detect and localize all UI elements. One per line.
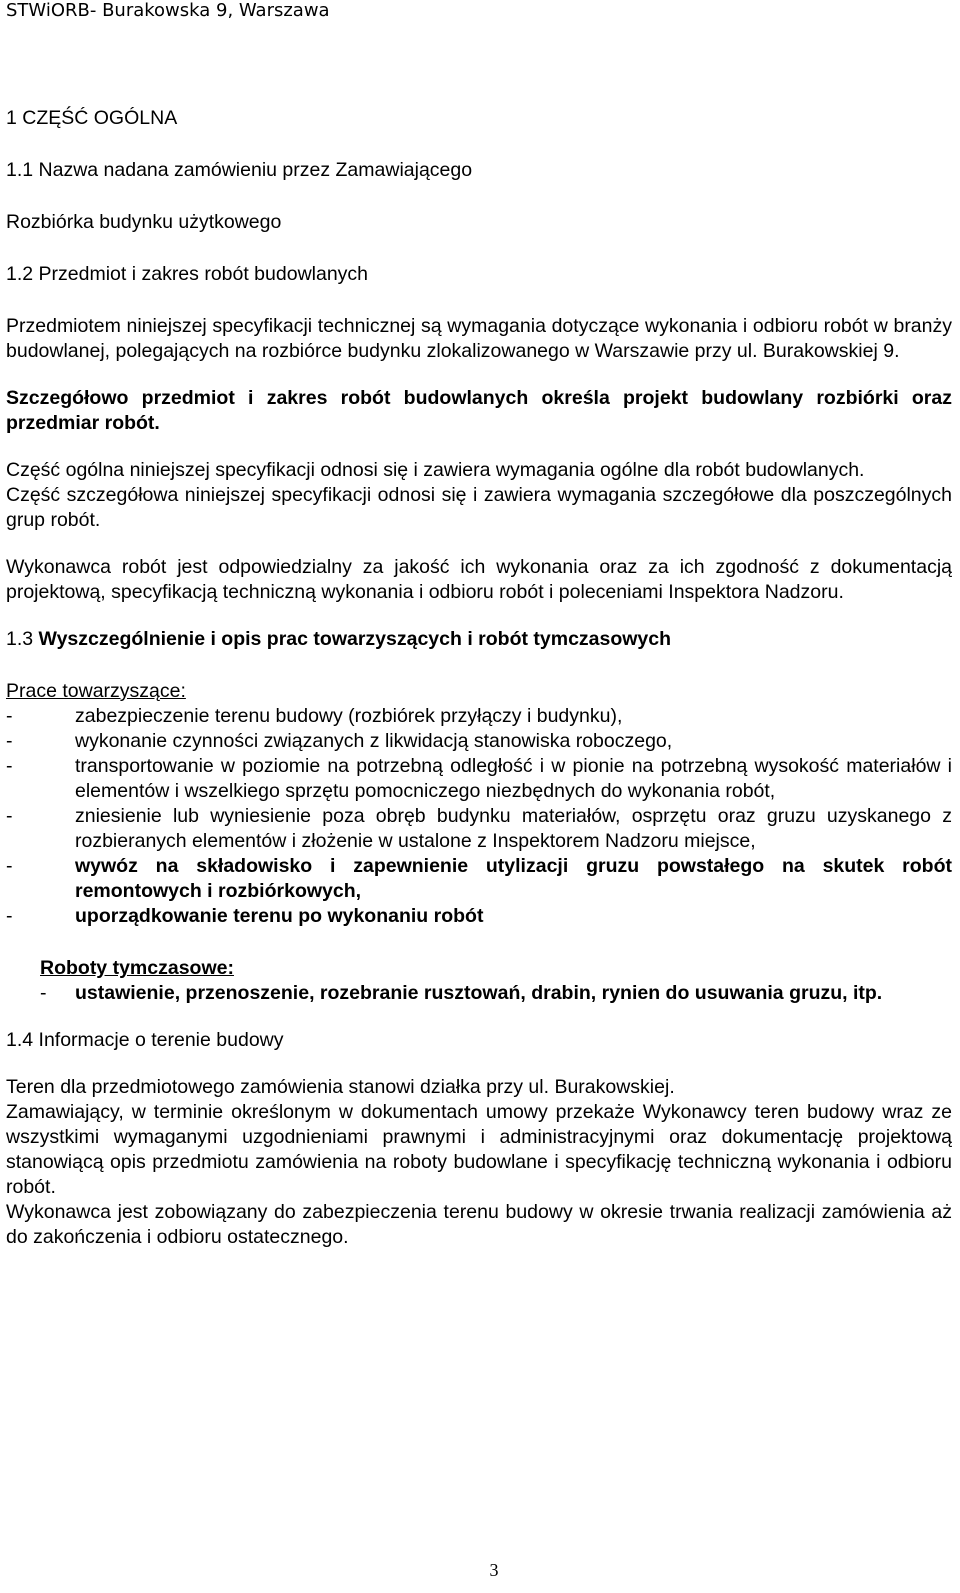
section-1-4-title: 1.4 Informacje o terenie budowy xyxy=(6,1029,284,1051)
list-item: - ustawienie, przenoszenie, rozebranie rusztowań, drabin, rynien do usuwania gruzu, itp. xyxy=(40,982,883,1004)
dash-bullet: - xyxy=(6,855,13,877)
prace-towarzyszace-heading: Prace towarzyszące: xyxy=(6,680,186,702)
roboty-tymczasowe-list xyxy=(6,981,952,1006)
section-1-4-paragraph-3: Wykonawca jest zobowiązany do zabezpieczenia terenu budowy w okresie trwania realizacji zamówienia aż do zakończenia i odbioru ostatecznego. xyxy=(6,1201,952,1248)
dash-bullet: - xyxy=(6,905,13,927)
list-item: - uporządkowanie terenu po wykonaniu robót xyxy=(6,905,484,927)
dash-bullet: - xyxy=(6,730,13,752)
section-1-2-paragraph-2: Szczegółowo przedmiot i zakres robót budowlanych określa projekt budowlany rozbiórki oraz przedmiar robót. xyxy=(6,387,952,434)
section-1-3-title-text: 1.3 Wyszczególnienie i opis prac towarzyszących i robót tymczasowych xyxy=(6,628,672,650)
section-1-2-paragraph-4: Część szczegółowa niniejszej specyfikacji odnosi się i zawiera wymagania szczegółowe dla poszczególnych grup robót. xyxy=(6,484,952,531)
section-1-2-paragraph-3: Część ogólna niniejszej specyfikacji odnosi się i zawiera wymagania ogólne dla robót budowlanych. xyxy=(6,459,865,481)
section-1-4-paragraph-2: Zamawiający, w terminie określonym w dokumentach umowy przekaże Wykonawcy teren budowy wraz ze wszystkimi wymaganymi uzgodnieniami prawnymi i administracyjnymi oraz dokumentację projektową stanowiącą opis przedmiotu zamówienia na roboty budowlane i specyfikację techniczną wykonania i odbioru robót. xyxy=(6,1101,952,1198)
section-1-4-paragraph-1: Teren dla przedmiotowego zamówienia stanowi działka przy ul. Burakowskiej. xyxy=(6,1076,675,1098)
document-body xyxy=(6,106,952,1250)
dash-bullet: - xyxy=(6,705,13,727)
section-1-1-text: Rozbiórka budynku użytkowego xyxy=(6,211,282,233)
list-item: - zniesienie lub wyniesienie poza obręb budynku materiałów, osprzętu oraz gruzu uzyskanego z rozbieranych elementów i złożenie w ustalone z Inspektorem Nadzoru miejsce, xyxy=(6,805,952,852)
dash-bullet: - xyxy=(6,755,13,777)
dash-bullet: - xyxy=(6,805,13,827)
section-1-2-paragraph-5: Wykonawca robót jest odpowiedzialny za jakość ich wykonania oraz za ich zgodność z dokumentacją projektową, specyfikacją techniczną wykonania i odbioru robót i poleceniami Inspektora Nadzoru. xyxy=(6,556,952,603)
prace-towarzyszace-list xyxy=(6,704,952,929)
section-1-title: 1 CZĘŚĆ OGÓLNA xyxy=(6,107,178,129)
list-item: - transportowanie w poziomie na potrzebną odległość i w pionie na potrzebną wysokość materiałów i elementów i wszelkiego sprzętu pomocniczego niezbędnych do wykonania robót, xyxy=(6,755,952,802)
list-item: - zabezpieczenie terenu budowy (rozbiórek przyłączy i budynku), xyxy=(6,705,623,727)
running-header: STWiORB- Burakowska 9, Warszawa xyxy=(6,0,330,21)
section-1-2-paragraph-1: Przedmiotem niniejszej specyfikacji technicznej są wymagania dotyczące wykonania i odbioru robót w branży budowlanej, polegających na rozbiórce budynku zlokalizowanego w Warszawie przy ul. Burakowskiej 9. xyxy=(6,315,952,362)
list-item: - wywóz na składowisko i zapewnienie utylizacji gruzu powstałego na skutek robót remontowych i rozbiórkowych, xyxy=(6,855,952,902)
list-item: - wykonanie czynności związanych z likwidacją stanowiska roboczego, xyxy=(6,730,673,752)
section-1-2-title: 1.2 Przedmiot i zakres robót budowlanych xyxy=(6,263,369,285)
roboty-tymczasowe-heading: Roboty tymczasowe: xyxy=(40,957,234,979)
section-1-1-title: 1.1 Nazwa nadana zamówieniu przez Zamawiającego xyxy=(6,159,473,181)
page-number: 3 xyxy=(489,1560,499,1580)
dash-bullet: - xyxy=(40,982,47,1004)
section-1-3-title xyxy=(6,627,952,652)
